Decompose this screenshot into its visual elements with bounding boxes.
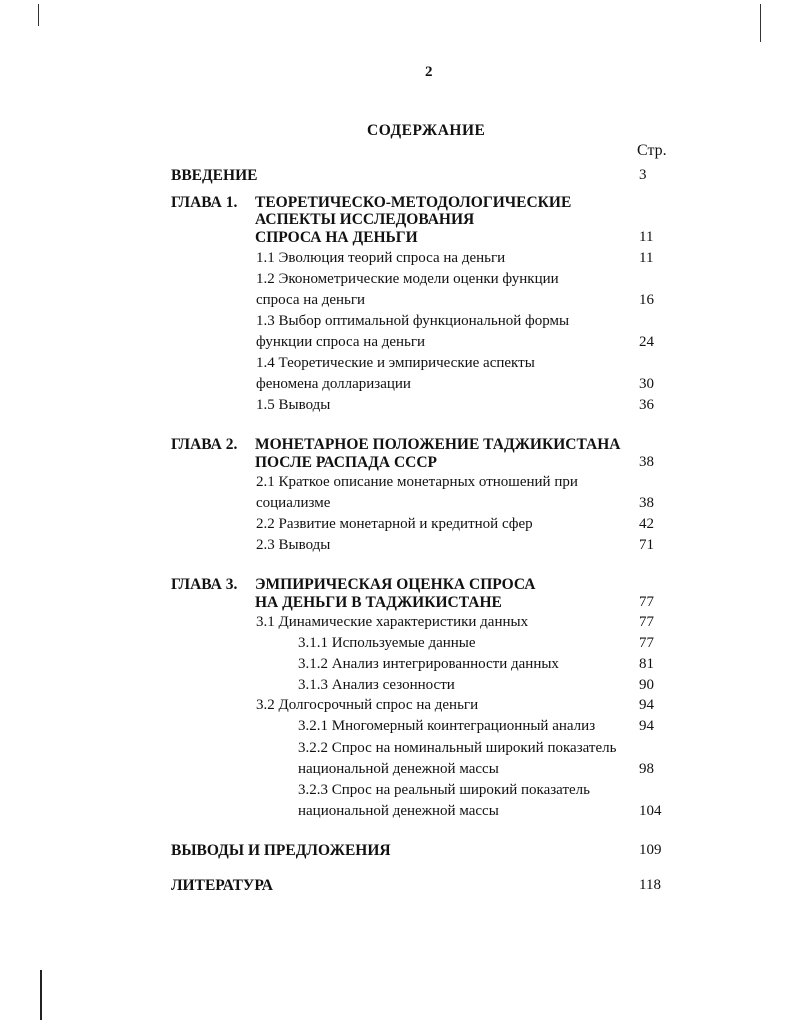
toc-ch1-title-line1: ТЕОРЕТИЧЕСКО-МЕТОДОЛОГИЧЕСКИЕ bbox=[255, 194, 572, 211]
toc-2-1-page: 38 bbox=[639, 495, 654, 511]
toc-1-3-line2: функции спроса на деньги bbox=[256, 334, 426, 350]
toc-3-1-2-page: 81 bbox=[639, 656, 654, 672]
toc-1-2-page: 16 bbox=[639, 292, 654, 308]
toc-ch3-page: 77 bbox=[639, 594, 654, 610]
toc-3-1-3: 3.1.3 Анализ сезонности bbox=[298, 677, 455, 693]
toc-3-2-page: 94 bbox=[639, 697, 654, 713]
toc-1-5: 1.5 Выводы bbox=[256, 397, 331, 413]
toc-1-2-line1: 1.2 Эконометрические модели оценки функции bbox=[256, 271, 559, 287]
toc-3-1-2: 3.1.2 Анализ интегрированности данных bbox=[298, 656, 559, 672]
toc-3-1-1: 3.1.1 Используемые данные bbox=[298, 635, 476, 651]
toc-3-1: 3.1 Динамические характеристики данных bbox=[256, 614, 529, 630]
page-column-header: Стр. bbox=[637, 142, 667, 159]
toc-2-1-line1: 2.1 Краткое описание монетарных отношений при bbox=[256, 474, 578, 490]
toc-1-4-page: 30 bbox=[639, 376, 654, 392]
page-number: 2 bbox=[425, 64, 433, 80]
toc-2-3-page: 71 bbox=[639, 537, 654, 553]
toc-intro-label: ВВЕДЕНИЕ bbox=[171, 167, 258, 184]
toc-conclusions-label: ВЫВОДЫ И ПРЕДЛОЖЕНИЯ bbox=[171, 842, 391, 859]
toc-ch2-title-line1: МОНЕТАРНОЕ ПОЛОЖЕНИЕ ТАДЖИКИСТАНА bbox=[255, 436, 621, 453]
scan-edge-bottom-left bbox=[40, 970, 42, 1020]
toc-1-1-page: 11 bbox=[639, 250, 654, 266]
toc-1-2-line2: спроса на деньги bbox=[256, 292, 366, 308]
toc-ch2-title-line2: ПОСЛЕ РАСПАДА СССР bbox=[255, 454, 438, 471]
toc-conclusions-page: 109 bbox=[639, 842, 662, 858]
toc-1-4-line1: 1.4 Теоретические и эмпирические аспекты bbox=[256, 355, 535, 371]
toc-ch3-title-line2: НА ДЕНЬГИ В ТАДЖИКИСТАНЕ bbox=[255, 594, 502, 611]
toc-3-2-2-page: 98 bbox=[639, 761, 654, 777]
toc-ch1-title-line2: АСПЕКТЫ ИССЛЕДОВАНИЯ bbox=[255, 211, 475, 228]
toc-1-3-line1: 1.3 Выбор оптимальной функциональной формы bbox=[256, 313, 570, 329]
toc-title: СОДЕРЖАНИЕ bbox=[367, 122, 486, 139]
toc-literature-page: 118 bbox=[639, 877, 661, 893]
toc-3-2-2-line1: 3.2.2 Спрос на номинальный широкий показатель bbox=[298, 740, 617, 756]
toc-ch3-prefix: ГЛАВА 3. bbox=[171, 576, 238, 593]
toc-3-2: 3.2 Долгосрочный спрос на деньги bbox=[256, 697, 479, 713]
toc-3-2-3-line1: 3.2.3 Спрос на реальный широкий показатель bbox=[298, 782, 590, 798]
toc-ch3-title-line1: ЭМПИРИЧЕСКАЯ ОЦЕНКА СПРОСА bbox=[255, 576, 536, 593]
toc-1-3-page: 24 bbox=[639, 334, 654, 350]
toc-2-3: 2.3 Выводы bbox=[256, 537, 331, 553]
scan-edge-left bbox=[38, 4, 39, 26]
toc-1-1: 1.1 Эволюция теорий спроса на деньги bbox=[256, 250, 506, 266]
toc-3-2-3-line2: национальной денежной массы bbox=[298, 803, 499, 819]
toc-ch1-title-line3: СПРОСА НА ДЕНЬГИ bbox=[255, 229, 418, 246]
toc-3-2-1-page: 94 bbox=[639, 718, 654, 734]
toc-3-1-3-page: 90 bbox=[639, 677, 654, 693]
toc-3-2-2-line2: национальной денежной массы bbox=[298, 761, 499, 777]
toc-3-2-3-page: 104 bbox=[639, 803, 662, 819]
toc-3-1-page: 77 bbox=[639, 614, 654, 630]
toc-ch1-page: 11 bbox=[639, 229, 654, 245]
scan-edge-right bbox=[760, 4, 761, 42]
toc-3-1-1-page: 77 bbox=[639, 635, 654, 651]
toc-1-5-page: 36 bbox=[639, 397, 654, 413]
toc-1-4-line2: феномена долларизации bbox=[256, 376, 411, 392]
toc-2-1-line2: социализме bbox=[256, 495, 331, 511]
toc-ch2-page: 38 bbox=[639, 454, 654, 470]
toc-literature-label: ЛИТЕРАТУРА bbox=[171, 877, 273, 894]
toc-3-2-1: 3.2.1 Многомерный коинтеграционный анализ bbox=[298, 718, 596, 734]
toc-2-2-page: 42 bbox=[639, 516, 654, 532]
toc-ch1-prefix: ГЛАВА 1. bbox=[171, 194, 238, 211]
toc-intro-page: 3 bbox=[639, 167, 647, 183]
toc-ch2-prefix: ГЛАВА 2. bbox=[171, 436, 238, 453]
toc-2-2: 2.2 Развитие монетарной и кредитной сфер bbox=[256, 516, 533, 532]
